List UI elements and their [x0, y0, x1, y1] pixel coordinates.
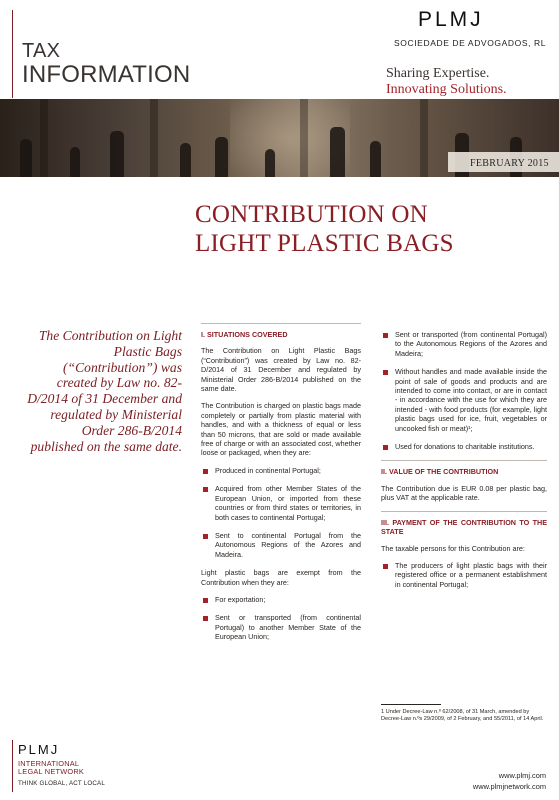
list-item: For exportation; [201, 595, 361, 604]
footnote-rule [381, 704, 441, 705]
section1-paragraph3: Light plastic bags are exempt from the Contribution when they are: [201, 568, 361, 587]
exempt-list [201, 595, 361, 642]
taxable-persons-list [381, 561, 547, 589]
information-label: INFORMATION [22, 61, 191, 88]
footnote: 1 Under Decree-Law n.º 62/2008, of 31 March, amended by Decree-Law n.ºs 29/2009, of 2 February, and 55/2011, of 14 April. [381, 709, 544, 723]
list-item: Without handles and made available inside the point of sale of goods and products and are intended to come into contact, or are in contact - in accordance with the use for which they are intended - with food products (for example, light plastic bags used for ice, fruit, vegetables or uncooked fish or meat)¹; [381, 367, 547, 433]
title-line2: LIGHT PLASTIC BAGS [195, 230, 454, 257]
firm-logo: PLMJ [418, 8, 484, 31]
network-line1: INTERNATIONAL [18, 759, 80, 768]
title-line1: CONTRIBUTION ON [195, 201, 428, 228]
covered-list [201, 466, 361, 559]
slogan-line1: Sharing Expertise. [386, 66, 490, 81]
bullet-icon [203, 487, 208, 492]
list-item: Used for donations to charitable institutions. [381, 442, 547, 451]
page-title [195, 200, 454, 258]
network-line2: LEGAL NETWORK [18, 767, 84, 776]
bullet-icon [203, 469, 208, 474]
bullet-icon [383, 370, 388, 375]
bullet-icon [203, 534, 208, 539]
document-type [22, 40, 190, 86]
section-divider [201, 323, 361, 324]
list-item: Produced in continental Portugal; [201, 466, 361, 475]
slogan-line2: Innovating Solutions. [386, 82, 507, 97]
list-item: Sent or transported (from continental Portugal) to the Autonomous Regions of the Azores and Madeira; [381, 330, 547, 358]
bullet-icon [203, 598, 208, 603]
bullet-icon [383, 445, 388, 450]
column-2 [381, 330, 547, 598]
list-item: The producers of light plastic bags with their registered office or a permanent establishment in continental Portugal; [381, 561, 547, 589]
tax-label: TAX [22, 40, 61, 62]
section2-paragraph: The Contribution due is EUR 0.08 per plastic bag, plus VAT at the applicable rate. [381, 483, 547, 503]
bullet-icon [203, 616, 208, 621]
network-website-link[interactable]: www.plmjnetwork.com [472, 782, 546, 791]
website-link[interactable]: www.plmj.com [498, 771, 546, 780]
footer-logo: PLMJ [18, 742, 60, 757]
footer-rule [12, 740, 13, 792]
firm-subtitle: SOCIEDADE DE ADVOGADOS, RL [394, 38, 547, 48]
bullet-icon [383, 564, 388, 569]
section1-heading: I. SITUATIONS COVERED [201, 330, 288, 339]
list-item: Acquired from other Member States of the European Union, or imported from these countries or from third states or territories, in both cases to continental Portugal; [201, 484, 361, 522]
section3-heading: III. PAYMENT OF THE CONTRIBUTION TO THE STATE [381, 517, 547, 537]
section1-paragraph2: The Contribution is charged on plastic bags made completely or partially from plastic material with handles, and with a thickness of equal or less than 50 microns, that are sold or made available free of charge or with an associated cost, whether loose or packaged, when they are: [201, 401, 361, 458]
section3-paragraph: The taxable persons for this Contribution are: [381, 543, 525, 553]
section-divider [381, 511, 547, 512]
section1-paragraph1: The Contribution on Light Plastic Bags (“Contribution”) was created by Law no. 82-D/2014 of 31 December and regulated by Ministerial Order 286-B/2014 published on the same date. [201, 346, 361, 394]
slogan [386, 66, 507, 98]
section2-heading: II. VALUE OF THE CONTRIBUTION [381, 467, 499, 477]
exempt-list-continued [381, 330, 547, 451]
column-1 [201, 323, 361, 651]
footer-tagline: THINK GLOBAL, ACT LOCAL [18, 780, 106, 787]
header-rule [12, 10, 13, 98]
lead-paragraph: The Contribution on Light Plastic Bags (“Contribution”) was created by Law no. 82-D/2014 of 31 December and regulated by Ministerial Order 286-B/2014 published on the same date. [27, 328, 182, 454]
section-divider [381, 460, 547, 461]
bullet-icon [383, 333, 388, 338]
list-item: Sent to continental Portugal from the Autonomous Regions of the Azores and Madeira. [201, 531, 361, 559]
network-label [18, 760, 84, 776]
footer-links [466, 770, 546, 792]
list-item: Sent or transported (from continental Portugal) to another Member State of the European Union; [201, 613, 361, 641]
issue-date: FEBRUARY 2015 [470, 158, 549, 169]
